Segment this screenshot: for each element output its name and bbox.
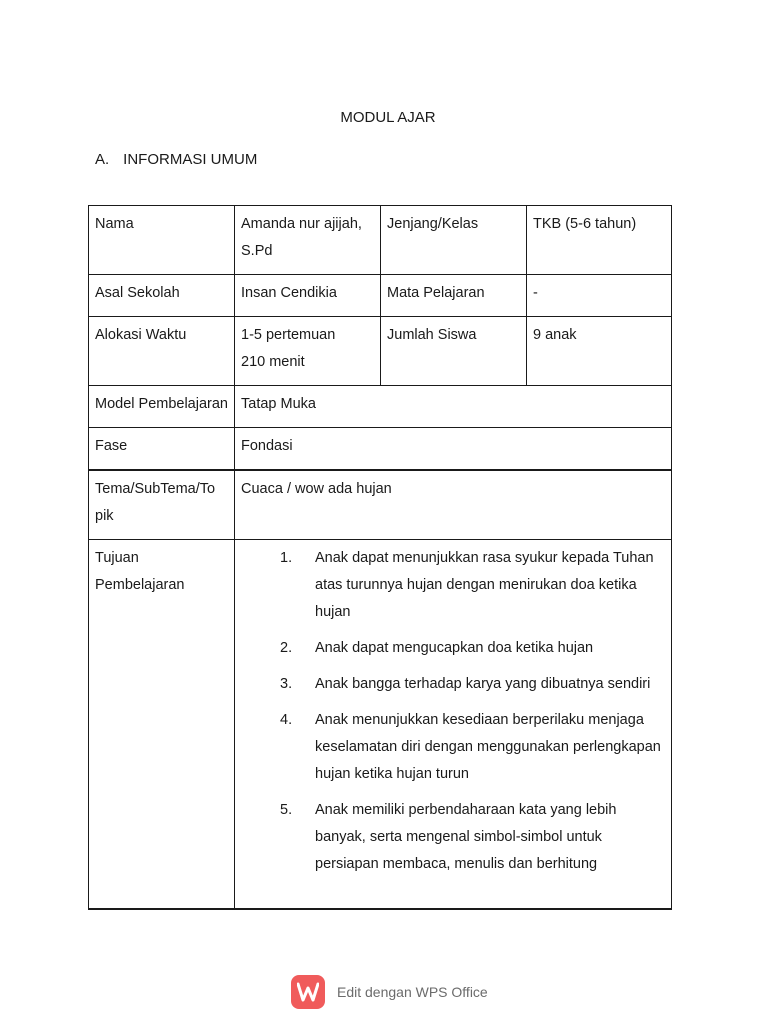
label-jumlah-siswa: Jumlah Siswa (381, 317, 527, 386)
list-item: 2. Anak dapat mengucapkan doa ketika hujan (280, 640, 594, 656)
label-tujuan: Tujuan Pembelajaran (89, 540, 235, 910)
value-tema: Cuaca / wow ada hujan (235, 470, 672, 540)
label-nama: Nama (89, 206, 235, 275)
section-number: A. (95, 151, 110, 168)
label-alokasi-waktu: Alokasi Waktu (89, 317, 235, 386)
value-model: Tatap Muka (235, 386, 672, 428)
value-asal-sekolah: Insan Cendikia (235, 275, 381, 317)
section-label: INFORMASI UMUM (123, 151, 258, 168)
label-fase: Fase (89, 428, 235, 471)
label-jenjang: Jenjang/Kelas (381, 206, 527, 275)
table-row (89, 275, 672, 317)
value-mata-pelajaran: - (527, 275, 672, 317)
info-table (88, 205, 672, 910)
wps-edit-label: Edit dengan WPS Office (337, 984, 488, 1000)
label-asal-sekolah: Asal Sekolah (89, 275, 235, 317)
value-tujuan (235, 540, 672, 910)
label-tema: Tema/SubTema/To pik (89, 470, 235, 540)
list-item: 5. Anak memiliki perbendaharaan kata yang lebih banyak, serta mengenal simbol-simbol untuk persiapan membaca, menulis dan berhitung (280, 802, 617, 872)
list-item: 4. Anak menunjukkan kesediaan berperilaku menjaga keselamatan diri dengan menggunakan perlengkapan hujan ketika hujan turun (280, 712, 661, 782)
alokasi-line-2: 210 menit (241, 354, 305, 370)
table-row (89, 386, 672, 428)
table-row (89, 470, 672, 540)
document-title: MODUL AJAR (340, 109, 436, 126)
value-jumlah-siswa: 9 anak (527, 317, 672, 386)
wps-edit-button[interactable] (291, 975, 488, 1009)
value-nama: Amanda nur ajijah, S.Pd (235, 206, 381, 275)
wps-logo-icon (291, 975, 325, 1009)
value-alokasi-waktu (235, 317, 381, 386)
value-fase: Fondasi (235, 428, 672, 471)
list-item: 1. Anak dapat menunjukkan rasa syukur kepada Tuhan atas turunnya hujan dengan menirukan doa ketika hujan (280, 550, 654, 620)
tujuan-list (241, 545, 665, 899)
table-row (89, 317, 672, 386)
table-row (89, 428, 672, 471)
label-mata-pelajaran: Mata Pelajaran (381, 275, 527, 317)
table-row (89, 206, 672, 275)
alokasi-line-1: 1-5 pertemuan (241, 327, 336, 343)
section-heading (95, 151, 257, 168)
list-item: 3. Anak bangga terhadap karya yang dibuatnya sendiri (280, 676, 651, 692)
label-model: Model Pembelajaran (89, 386, 235, 428)
value-jenjang: TKB (5-6 tahun) (527, 206, 672, 275)
table-row (89, 540, 672, 910)
